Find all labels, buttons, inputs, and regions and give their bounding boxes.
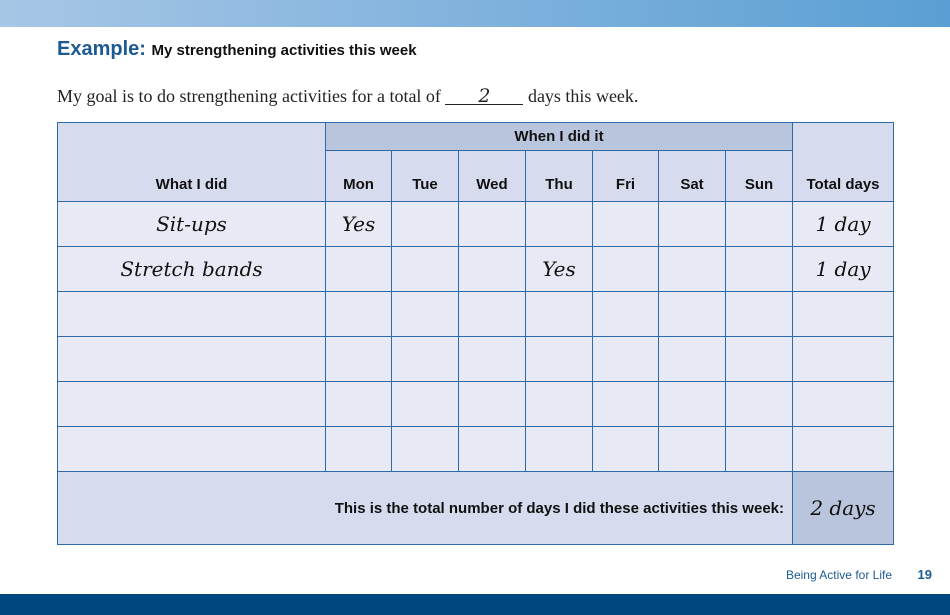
day-cell[interactable] — [392, 427, 459, 472]
day-cell[interactable] — [593, 427, 659, 472]
day-cell[interactable] — [593, 202, 659, 247]
table-row — [58, 337, 894, 382]
day-cell[interactable] — [326, 382, 392, 427]
title-prefix: Example: — [57, 38, 146, 60]
activity-cell[interactable] — [58, 337, 326, 382]
day-cell[interactable] — [459, 427, 526, 472]
day-cell[interactable] — [392, 382, 459, 427]
book-title: Being Active for Life — [785, 568, 892, 582]
day-cell[interactable]: Yes — [326, 202, 392, 247]
day-cell[interactable] — [659, 337, 726, 382]
day-cell[interactable] — [593, 292, 659, 337]
day-cell[interactable] — [392, 247, 459, 292]
day-cell[interactable] — [526, 382, 593, 427]
day-cell[interactable] — [526, 337, 593, 382]
page-title — [57, 38, 417, 61]
activity-cell[interactable]: Sit-ups — [58, 202, 326, 247]
day-cell[interactable] — [459, 382, 526, 427]
day-cell[interactable] — [459, 337, 526, 382]
activity-cell[interactable] — [58, 292, 326, 337]
day-cell[interactable] — [326, 247, 392, 292]
total-cell[interactable] — [793, 382, 894, 427]
day-cell[interactable] — [726, 337, 793, 382]
day-header: Wed — [459, 151, 526, 202]
total-cell[interactable]: 1 day — [793, 202, 894, 247]
day-cell[interactable] — [659, 427, 726, 472]
activity-cell[interactable] — [58, 382, 326, 427]
activity-cell[interactable]: Stretch bands — [58, 247, 326, 292]
top-banner — [0, 0, 950, 27]
day-cell[interactable] — [326, 427, 392, 472]
title-text: My strengthening activities this week — [151, 42, 417, 59]
day-cell[interactable] — [392, 292, 459, 337]
day-cell[interactable] — [659, 247, 726, 292]
when-header: When I did it — [326, 123, 793, 151]
total-header: Total days — [793, 123, 894, 202]
day-header: Sun — [726, 151, 793, 202]
day-cell[interactable] — [459, 202, 526, 247]
goal-value-field[interactable]: 2 — [445, 88, 523, 105]
day-cell[interactable] — [526, 292, 593, 337]
day-cell[interactable] — [726, 292, 793, 337]
day-cell[interactable] — [326, 292, 392, 337]
page-number: 19 — [917, 567, 932, 582]
day-cell[interactable] — [726, 202, 793, 247]
day-cell[interactable] — [593, 337, 659, 382]
day-cell[interactable] — [392, 337, 459, 382]
footer-total[interactable]: 2 days — [793, 472, 894, 545]
what-header: What I did — [58, 123, 326, 202]
total-cell[interactable] — [793, 292, 894, 337]
day-cell[interactable] — [459, 292, 526, 337]
day-cell[interactable] — [659, 382, 726, 427]
goal-sentence — [57, 86, 638, 107]
day-cell[interactable] — [726, 382, 793, 427]
table-row — [58, 427, 894, 472]
day-cell[interactable] — [392, 202, 459, 247]
footer-label: This is the total number of days I did these activities this week: — [58, 472, 793, 545]
day-cell[interactable] — [726, 247, 793, 292]
goal-before: My goal is to do strengthening activities for a total of — [57, 86, 441, 106]
total-cell[interactable] — [793, 337, 894, 382]
day-cell[interactable] — [593, 247, 659, 292]
goal-after: days this week. — [527, 86, 639, 106]
table-row — [58, 382, 894, 427]
day-header: Tue — [392, 151, 459, 202]
day-cell[interactable] — [459, 247, 526, 292]
activity-cell[interactable] — [58, 427, 326, 472]
day-header: Mon — [326, 151, 392, 202]
day-cell[interactable] — [659, 292, 726, 337]
activity-table — [57, 122, 894, 545]
day-cell[interactable] — [526, 202, 593, 247]
table-row — [58, 202, 894, 247]
total-cell[interactable]: 1 day — [793, 247, 894, 292]
day-cell[interactable] — [726, 427, 793, 472]
day-cell[interactable] — [659, 202, 726, 247]
day-header: Sat — [659, 151, 726, 202]
day-header: Thu — [526, 151, 593, 202]
total-cell[interactable] — [793, 427, 894, 472]
bottom-banner — [0, 594, 950, 615]
day-cell[interactable]: Yes — [526, 247, 593, 292]
day-cell[interactable] — [526, 427, 593, 472]
day-cell[interactable] — [326, 337, 392, 382]
day-cell[interactable] — [593, 382, 659, 427]
table-row — [58, 292, 894, 337]
day-header: Fri — [593, 151, 659, 202]
table-row — [58, 247, 894, 292]
